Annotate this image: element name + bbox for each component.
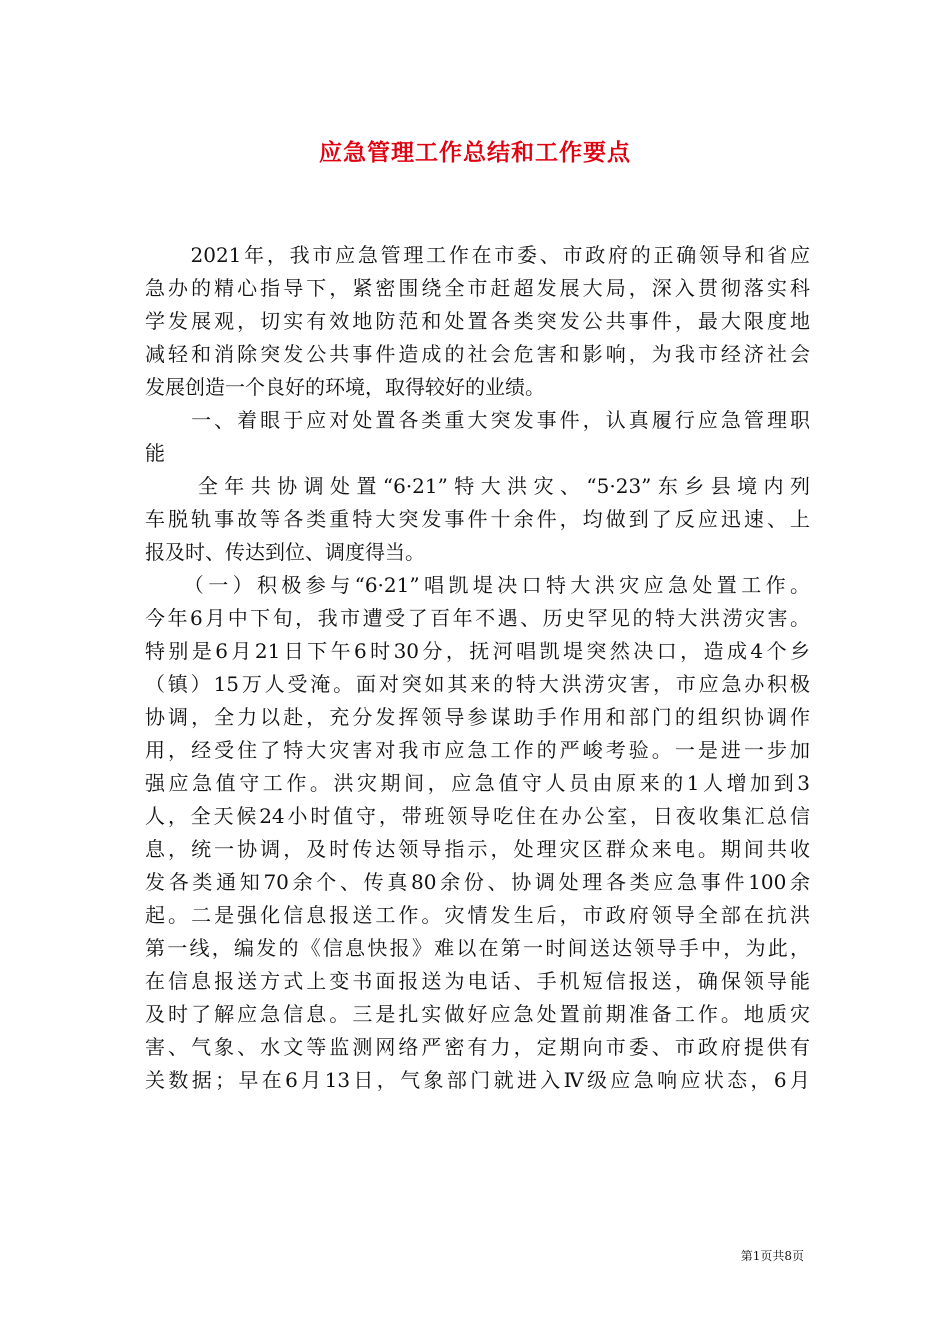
- page-number: 第1页共8页: [740, 1249, 804, 1263]
- body-text-line: （镇）15万人受淹。面对突如其来的特大洪涝灾害，市应急办积极: [145, 672, 810, 696]
- body-text-line: 全年共协调处置“6·21”特大洪灾、“5·23”东乡县境内列: [145, 474, 810, 498]
- body-text-line: 报及时、传达到位、调度得当。: [145, 540, 425, 564]
- body-text-line: （一）积极参与“6·21”唱凯堤决口特大洪灾应急处置工作。: [145, 573, 810, 597]
- body-text-line: 学发展观，切实有效地防范和处置各类突发公共事件，最大限度地: [145, 309, 810, 333]
- body-text-line: 特别是6月21日下午6时30分，抚河唱凯堤突然决口，造成4个乡: [145, 639, 810, 663]
- document-title: 应急管理工作总结和工作要点: [319, 139, 631, 166]
- body-text-line: 在信息报送方式上变书面报送为电话、手机短信报送，确保领导能: [145, 969, 810, 993]
- body-text-line: 第一线，编发的《信息快报》难以在第一时间送达领导手中，为此，: [145, 936, 810, 960]
- body-text-line: 息，统一协调，及时传达领导指示，处理灾区群众来电。期间共收: [145, 837, 810, 861]
- body-text-line: 害、气象、水文等监测网络严密有力，定期向市委、市政府提供有: [145, 1035, 810, 1059]
- body-text-line: 急办的精心指导下，紧密围绕全市赶超发展大局，深入贯彻落实科: [145, 276, 810, 300]
- body-text-line: 一、着眼于应对处置各类重大突发事件，认真履行应急管理职: [145, 408, 810, 432]
- body-text-line: 人，全天候24小时值守，带班领导吃住在办公室，日夜收集汇总信: [145, 804, 810, 828]
- body-text-line: 车脱轨事故等各类重特大突发事件十余件，均做到了反应迅速、上: [145, 507, 810, 531]
- body-text-line: 强应急值守工作。洪灾期间，应急值守人员由原来的1人增加到3: [145, 771, 810, 795]
- body-text-line: 2021年，我市应急管理工作在市委、市政府的正确领导和省应: [145, 243, 810, 267]
- document-body: [145, 239, 810, 1097]
- body-text-line: 能: [145, 441, 165, 465]
- body-text-line: 今年6月中下旬，我市遭受了百年不遇、历史罕见的特大洪涝灾害。: [145, 606, 810, 630]
- body-text-line: 减轻和消除突发公共事件造成的社会危害和影响，为我市经济社会: [145, 342, 810, 366]
- body-text-line: 发各类通知70余个、传真80余份、协调处理各类应急事件100余: [145, 870, 810, 894]
- body-text-line: 用，经受住了特大灾害对我市应急工作的严峻考验。一是进一步加: [145, 738, 810, 762]
- body-text-line: 关数据；早在6月13日，气象部门就进入Ⅳ级应急响应状态，6月: [145, 1068, 810, 1092]
- body-text-line: 协调，全力以赴，充分发挥领导参谋助手作用和部门的组织协调作: [145, 705, 810, 729]
- body-text-line: 起。二是强化信息报送工作。灾情发生后，市政府领导全部在抗洪: [145, 903, 810, 927]
- body-text-line: 发展创造一个良好的环境，取得较好的业绩。: [145, 375, 545, 399]
- body-text-line: 及时了解应急信息。三是扎实做好应急处置前期准备工作。地质灾: [145, 1002, 810, 1026]
